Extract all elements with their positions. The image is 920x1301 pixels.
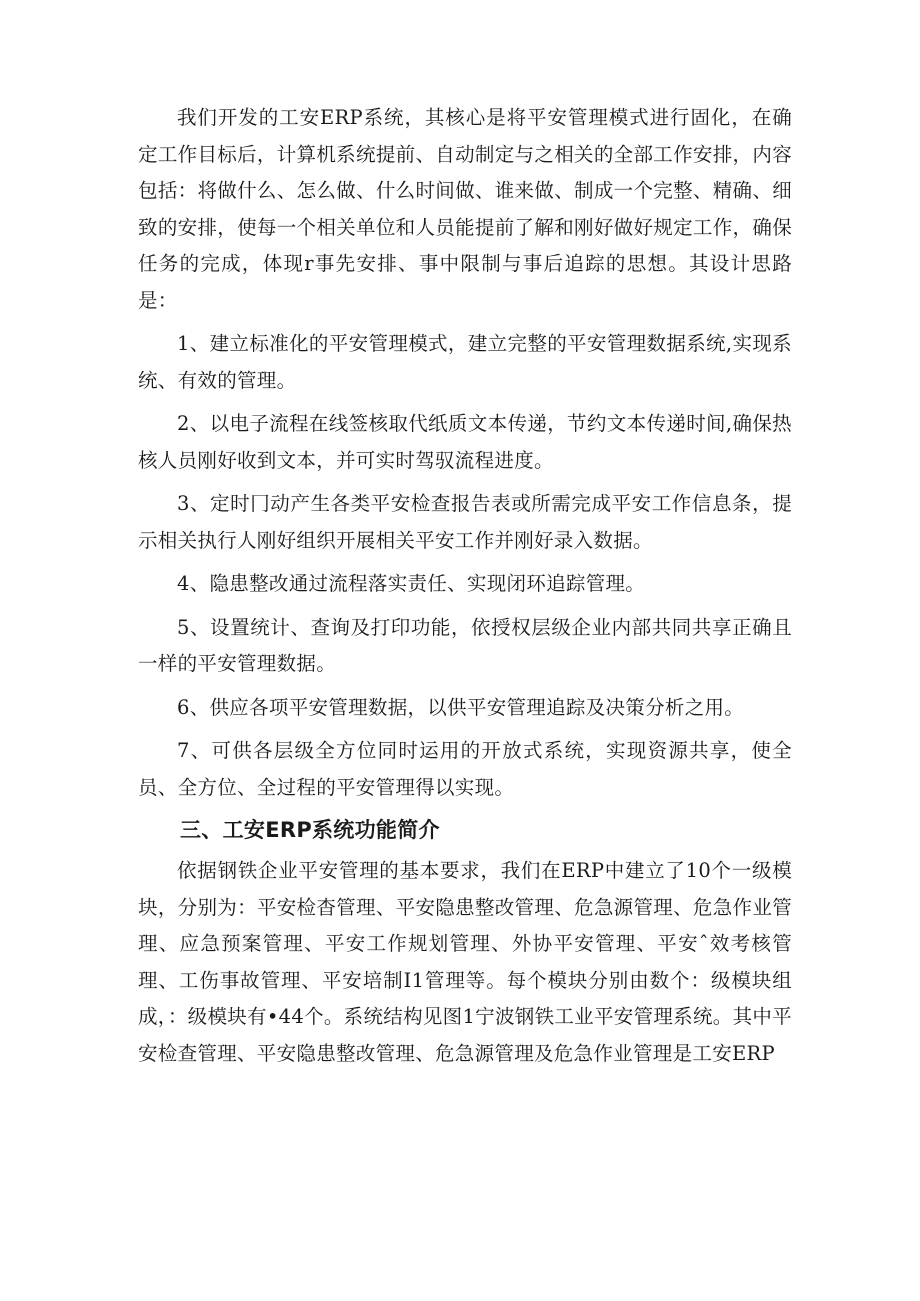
closing-paragraph: 依据钢铁企业平安管理的基本要求，我们在ERP中建立了10个一级模块，分别为：平安检杳管理、平安隐患整改管理、危急源管理、危急作业管理、应急预案管理、平安工作规划管理、外协平安管理、平安ˆ效考核管理、工伤事故管理、平安培制I1管理等。每个模块分别由数个：级模块组成，：级模块有•44个。系统结构见图1宁波钢铁工业平安管理系统。其中平安检查管理、平安隐患整改管理、危急源管理及危急作业管理是工安ERP <box>138 859 792 1065</box>
list-item-6: 6、供应各项平安管理数据，以供平安管理追踪及决策分析之用。 <box>177 695 745 719</box>
list-item-3: 3、定时冂动产生各类平安检查报告表或所需完成平安工作信息条，提示相关执行人刚好组织开展相关平安工作并刚好录入数据。 <box>138 492 792 552</box>
list-item-1: 1、建立标准化的平安管理模式，建立完整的平安管理数据系统,实现系统、有效的管理。 <box>138 332 792 392</box>
list-item-2: 2、以电子流程在线签核取代纸质文本传递，节约文本传递时间,确保热核人员刚好收到文本，并可实时驾驭流程进度。 <box>138 412 792 472</box>
list-item-5: 5、设置统计、查询及打印功能，依授权层级企业内部共同共享正确且一样的平安管理数据。 <box>138 615 792 675</box>
list-item-7: 7、可供各层级全方位同时运用的开放式系统，实现资源共享，使全员、全方位、全过程的平安管理得以实现。 <box>138 739 792 799</box>
section-heading: 三、工安ERP系统功能简介 <box>180 818 440 842</box>
intro-paragraph: 我们开发的工安ERP系统，其核心是将平安管理模式进行固化，在确定工作目标后，计算机系统提前、自动制定与之相关的全部工作安排，内容包括：将做什么、怎么做、什么时间做、谁来做、制成一个完整、精确、细致的安排，使每一个相关单位和人员能提前了解和刚好做好规定工作，确保任务的完成，体现r事先安排、事中限制与事后追踪的思想。其设计思路是： <box>138 106 792 312</box>
list-item-4: 4、隐患整改通过流程落实责任、实现闭环追踪管理。 <box>177 572 646 595</box>
